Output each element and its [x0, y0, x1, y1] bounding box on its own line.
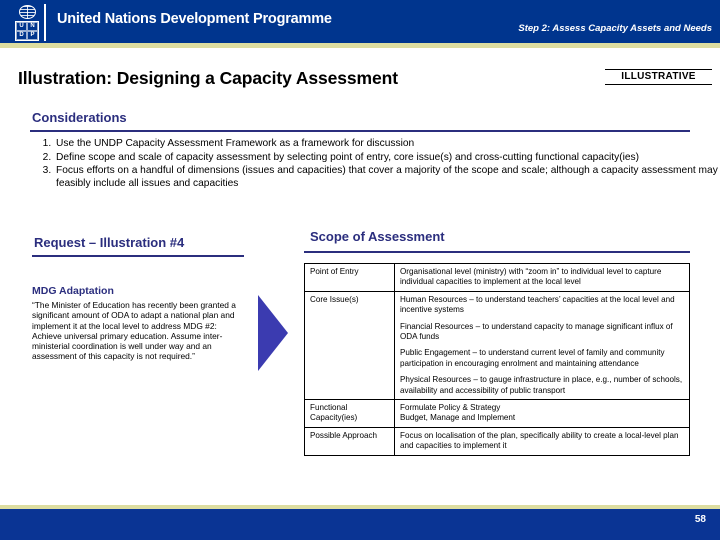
undp-letters [15, 21, 39, 41]
mdg-adaptation-quote: “The Minister of Education has recently been granted a significant amount of ODA to adapt a national plan and implement it at the local level to address MDG #2: Achieve universal primary education. Assume inter-ministerial coordination is well under way and an assessment of this capacity is not required.” [32, 300, 236, 362]
list-item: 3. Focus efforts on a handful of dimensions (issues and capacities) that cover a majority of the scope and scale; although a capacity assessment may feasibly include all issues and capacities [54, 165, 720, 190]
row-value-line: Budget, Manage and Implement [400, 413, 516, 423]
right-arrow-icon [258, 295, 288, 371]
row-value-line: Financial Resources – to understand capacity to manage significant influx of ODA funds [400, 321, 673, 342]
row-value-line: Public Engagement – to understand current level of family and community participation in encouraging enrolment and maintaining attendance [400, 348, 665, 368]
list-item: 1. Use the UNDP Capacity Assessment Framework as a framework for discussion [54, 138, 720, 151]
considerations-list [30, 138, 720, 191]
row-value-line: Formulate Policy & Strategy [400, 403, 501, 413]
request-heading: Request – Illustration #4 [34, 235, 185, 250]
row-label: Core Issue(s) [305, 291, 395, 399]
row-value [395, 427, 690, 455]
logo-letter-p: P [27, 31, 38, 40]
list-item: 2. Define scope and scale of capacity assessment by selecting point of entry, core issue(s) and cross-cutting functional capacity(ies) [54, 152, 720, 165]
row-value-line: Human Resources – to understand teachers’ capacities at the local level and incentive systems [400, 294, 675, 315]
table-row [305, 291, 690, 399]
row-value-line: Focus on localisation of the plan, specifically ability to create a local-level plan and capacities to implement it [400, 430, 679, 451]
status-badge: ILLUSTRATIVE [605, 69, 712, 85]
row-value-line: Organisational level (ministry) with “zoom in” to individual level to capture individual capacities to implement at the local level [400, 267, 662, 287]
organisation-title: United Nations Development Programme [57, 11, 332, 27]
request-divider [32, 255, 244, 257]
page-number: 58 [694, 514, 706, 525]
row-label: Possible Approach [305, 427, 395, 455]
un-globe-icon [19, 5, 36, 19]
row-label: Functional Capacity(ies) [305, 400, 395, 428]
row-value-line: Physical Resources – to gauge infrastructure in place, e.g., number of schools, availability and accessibility of public transport [400, 375, 683, 395]
footer-bar [0, 509, 720, 540]
table-row [305, 400, 690, 428]
considerations-heading: Considerations [32, 110, 127, 125]
row-value [395, 264, 690, 292]
row-value [395, 291, 690, 399]
table-row [305, 427, 690, 455]
logo-letter-n: N [27, 22, 38, 31]
table-row [305, 264, 690, 292]
page-title: Illustration: Designing a Capacity Assessment [18, 68, 398, 88]
mdg-adaptation-subheading: MDG Adaptation [32, 285, 114, 297]
logo-letter-d: D [16, 31, 27, 40]
row-value [395, 400, 690, 428]
undp-logo [10, 4, 46, 41]
scope-heading: Scope of Assessment [310, 229, 445, 244]
header-accent-stripe [0, 43, 720, 48]
row-label: Point of Entry [305, 264, 395, 292]
step-label: Step 2: Assess Capacity Assets and Needs [518, 23, 712, 34]
considerations-divider [30, 130, 690, 132]
scope-of-assessment-table [304, 263, 690, 456]
logo-letter-u: U [16, 22, 27, 31]
scope-divider [304, 251, 690, 253]
